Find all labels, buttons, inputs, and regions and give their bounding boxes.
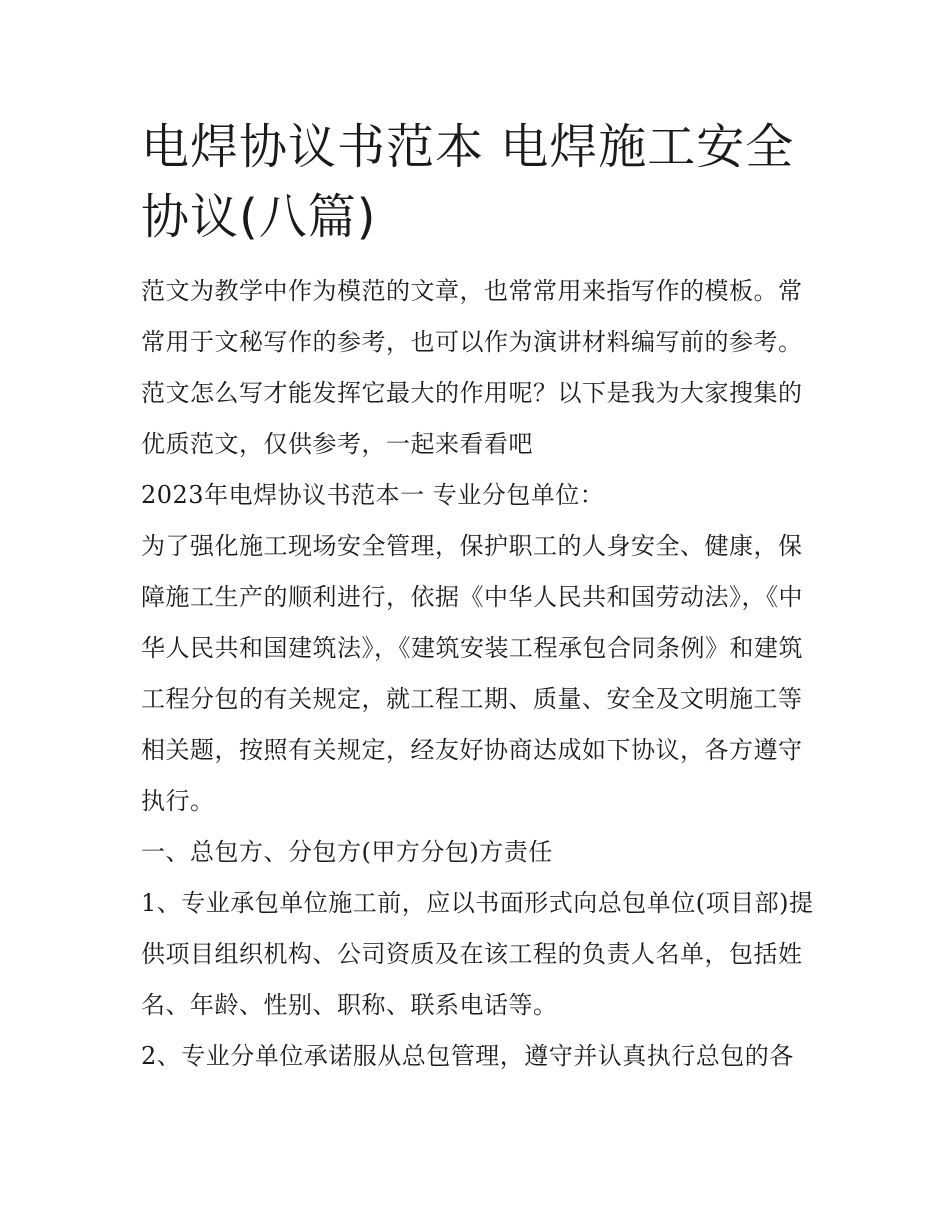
title-line-2: 协议(八篇) [141,189,377,245]
clause-item-1: 1、专业承包单位施工前，应以书面形式向总包单位(项目部)提供项目组织机构、公司资质及在该工程的负责人名单，包括姓名、年龄、性别、职称、联系电话等。 [141,889,814,1019]
document-page [141,112,821,1082]
title-line-1: 电焊协议书范本 电焊施工安全 [141,119,795,175]
section-heading-1: 2023年电焊协议书范本一 专业分包单位： [141,481,605,509]
document-title [141,112,821,252]
clause-item-2: 2、专业分单位承诺服从总包管理，遵守并认真执行总包的各 [141,1042,794,1070]
clause-heading: 一、总包方、分包方(甲方分包)方责任 [141,838,553,866]
preamble-paragraph: 为了强化施工现场安全管理，保护职工的人身安全、健康，保障施工生产的顺利进行，依据《中华人民共和国劳动法》，《中华人民共和国建筑法》，《建筑安装工程承包合同条例》和建筑工程分包的有关规定，就工程工期、质量、安全及文明施工等相关题，按照有关规定，经友好协商达成如下协议，各方遵守执行。 [141,532,803,815]
intro-paragraph: 范文为教学中作为模范的文章，也常常用来指写作的模板。常常用于文秘写作的参考，也可以作为演讲材料编写前的参考。范文怎么写才能发挥它最大的作用呢？以下是我为大家搜集的优质范文，仅供参考，一起来看看吧 [141,277,803,458]
